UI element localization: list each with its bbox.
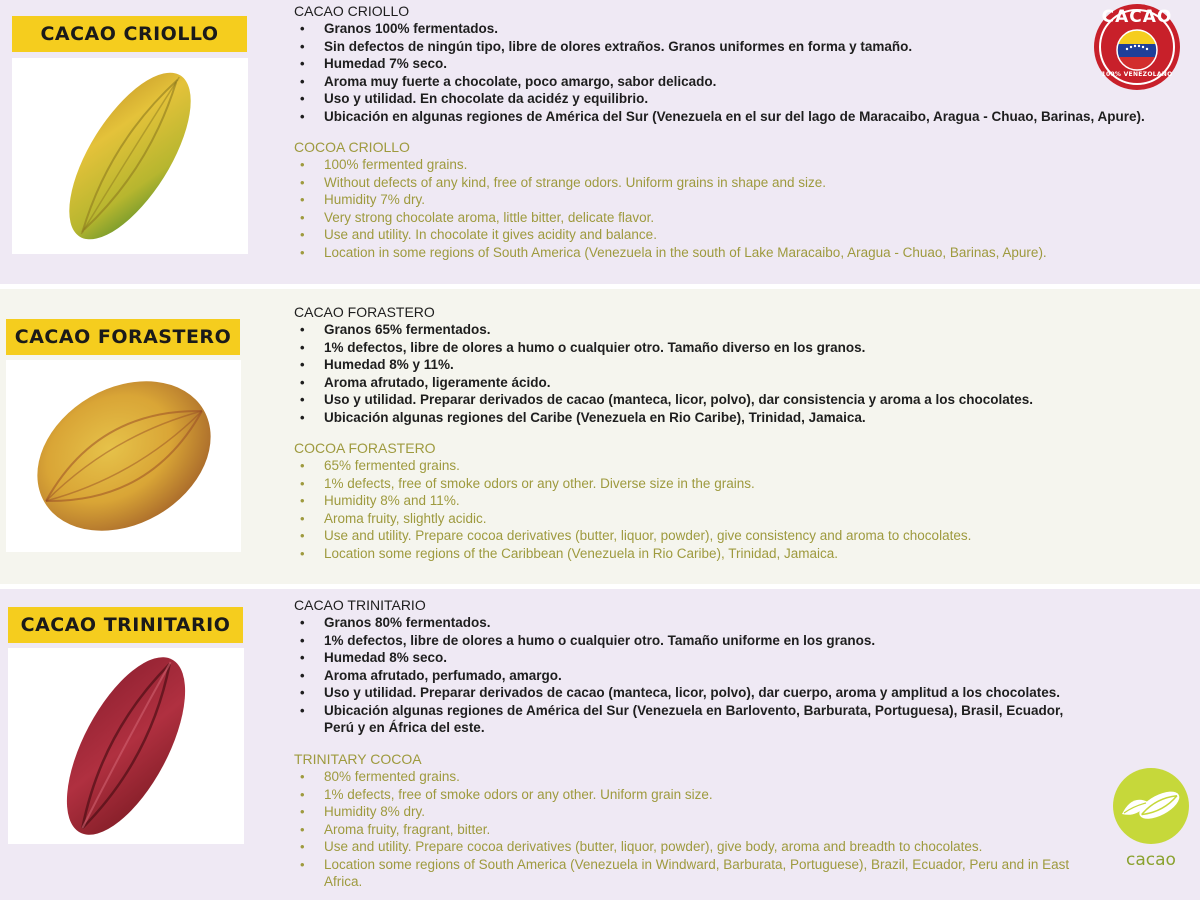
list-item: • Very strong chocolate aroma, little bitter, delicate flavor.	[294, 209, 1174, 227]
venezuela-logo-text: CACAO	[1101, 7, 1173, 27]
list-item: • Without defects of any kind, free of strange odors. Uniform grains in shape and size.	[294, 174, 1174, 192]
list-item: • Use and utility. Prepare cocoa derivatives (butter, liquor, powder), give body, aroma and breadth to chocolates.	[294, 838, 1174, 856]
forastero-spanish-list	[294, 321, 1174, 426]
trinitario-label: CACAO TRINITARIO	[8, 607, 243, 643]
list-item: • Humedad 8% seco.	[294, 649, 1174, 667]
cacao-logo-text: cacao	[1126, 850, 1176, 870]
venezuela-cacao-logo	[1087, 3, 1187, 91]
list-item: • Humidity 8% dry.	[294, 803, 1174, 821]
trinitario-spanish-block	[294, 597, 1174, 737]
criollo-english-block	[294, 139, 1174, 261]
list-item: • 80% fermented grains.	[294, 768, 1174, 786]
trinitario-cacao-pod-icon	[31, 648, 221, 844]
forastero-english-list	[294, 457, 1174, 562]
forastero-spanish-block	[294, 304, 1174, 426]
list-item: • Humidity 7% dry.	[294, 191, 1174, 209]
cacao-brand-logo	[1108, 768, 1194, 874]
list-item: • Ubicación en algunas regiones de América del Sur (Venezuela en el sur del lago de Maracaibo, Aragua - Chuao, Barinas, Apure).	[294, 108, 1174, 126]
list-item: • 1% defects, free of smoke odors or any other. Uniform grain size.	[294, 786, 1174, 804]
list-item: • 65% fermented grains.	[294, 457, 1174, 475]
list-item: • Aroma afrutado, ligeramente ácido.	[294, 374, 1174, 392]
forastero-english-block	[294, 440, 1174, 562]
forastero-label: CACAO FORASTERO	[6, 319, 240, 355]
list-item: • 100% fermented grains.	[294, 156, 1174, 174]
criollo-english-heading: COCOA CRIOLLO	[294, 139, 410, 155]
criollo-spanish-list	[294, 20, 1174, 125]
trinitario-pod-image	[8, 648, 244, 844]
list-item: • Aroma afrutado, perfumado, amargo.	[294, 667, 1174, 685]
list-item: • 1% defects, free of smoke odors or any other. Diverse size in the grains.	[294, 475, 1174, 493]
forastero-spanish-heading: CACAO FORASTERO	[294, 304, 435, 320]
list-item: • Location in some regions of South America (Venezuela in the south of Lake Maracaibo, Aragua - Chuao, Barinas, Apure).	[294, 244, 1174, 262]
criollo-cacao-pod-icon	[35, 61, 225, 251]
list-item: • Aroma fruity, fragrant, bitter.	[294, 821, 1174, 839]
criollo-spanish-heading: CACAO CRIOLLO	[294, 3, 410, 19]
criollo-spanish-block	[294, 3, 1174, 125]
trinitario-english-list	[294, 768, 1174, 891]
list-item: • Granos 80% fermentados.	[294, 614, 1174, 632]
list-item: • 1% defectos, libre de olores a humo o cualquier otro. Tamaño uniforme en los granos.	[294, 632, 1174, 650]
venezuela-logo-subtext: 100% VENEZOLANO	[1101, 71, 1173, 78]
list-item: • Granos 65% fermentados.	[294, 321, 1174, 339]
list-item: • Location some regions of South America (Venezuela in Windward, Barburata, Portuguese), Brazil, Ecuador, Peru and in East Africa.	[294, 856, 1084, 891]
list-item: • Granos 100% fermentados.	[294, 20, 1174, 38]
trinitario-spanish-list	[294, 614, 1174, 737]
list-item: • Use and utility. In chocolate it gives acidity and balance.	[294, 226, 1174, 244]
forastero-cacao-pod-icon	[24, 362, 224, 550]
list-item: • Location some regions of the Caribbean (Venezuela in Rio Caribe), Trinidad, Jamaica.	[294, 545, 1174, 563]
criollo-pod-image	[12, 58, 248, 254]
list-item: • Aroma muy fuerte a chocolate, poco amargo, sabor delicado.	[294, 73, 1174, 91]
list-item: • Humidity 8% and 11%.	[294, 492, 1174, 510]
list-item: • Uso y utilidad. En chocolate da acidéz y equilibrio.	[294, 90, 1174, 108]
trinitario-english-block	[294, 751, 1174, 891]
trinitario-english-heading: TRINITARY COCOA	[294, 751, 422, 767]
list-item: • Humedad 7% seco.	[294, 55, 1174, 73]
list-item: • Sin defectos de ningún tipo, libre de olores extraños. Granos uniformes en forma y tamaño.	[294, 38, 1174, 56]
forastero-pod-image	[6, 360, 241, 552]
forastero-english-heading: COCOA FORASTERO	[294, 440, 436, 456]
list-item: • Aroma fruity, slightly acidic.	[294, 510, 1174, 528]
cacao-pod-leaf-icon	[1108, 768, 1194, 848]
list-item: • Ubicación algunas regiones del Caribe (Venezuela en Rio Caribe), Trinidad, Jamaica.	[294, 409, 1174, 427]
criollo-english-list	[294, 156, 1174, 261]
list-item: • Uso y utilidad. Preparar derivados de cacao (manteca, licor, polvo), dar cuerpo, aroma y amplitud a los chocolates.	[294, 684, 1174, 702]
list-item: • Use and utility. Prepare cocoa derivatives (butter, liquor, powder), give consistency and aroma to chocolates.	[294, 527, 1174, 545]
list-item: • Ubicación algunas regiones de América del Sur (Venezuela en Barlovento, Barburata, Portuguesa), Brasil, Ecuador, Perú y en África del este.	[294, 702, 1084, 737]
list-item: • Humedad 8% y 11%.	[294, 356, 1174, 374]
list-item: • Uso y utilidad. Preparar derivados de cacao (manteca, licor, polvo), dar consistencia y aroma a los chocolates.	[294, 391, 1174, 409]
criollo-label: CACAO CRIOLLO	[12, 16, 247, 52]
trinitario-spanish-heading: CACAO TRINITARIO	[294, 597, 426, 613]
list-item: • 1% defectos, libre de olores a humo o cualquier otro. Tamaño diverso en los granos.	[294, 339, 1174, 357]
